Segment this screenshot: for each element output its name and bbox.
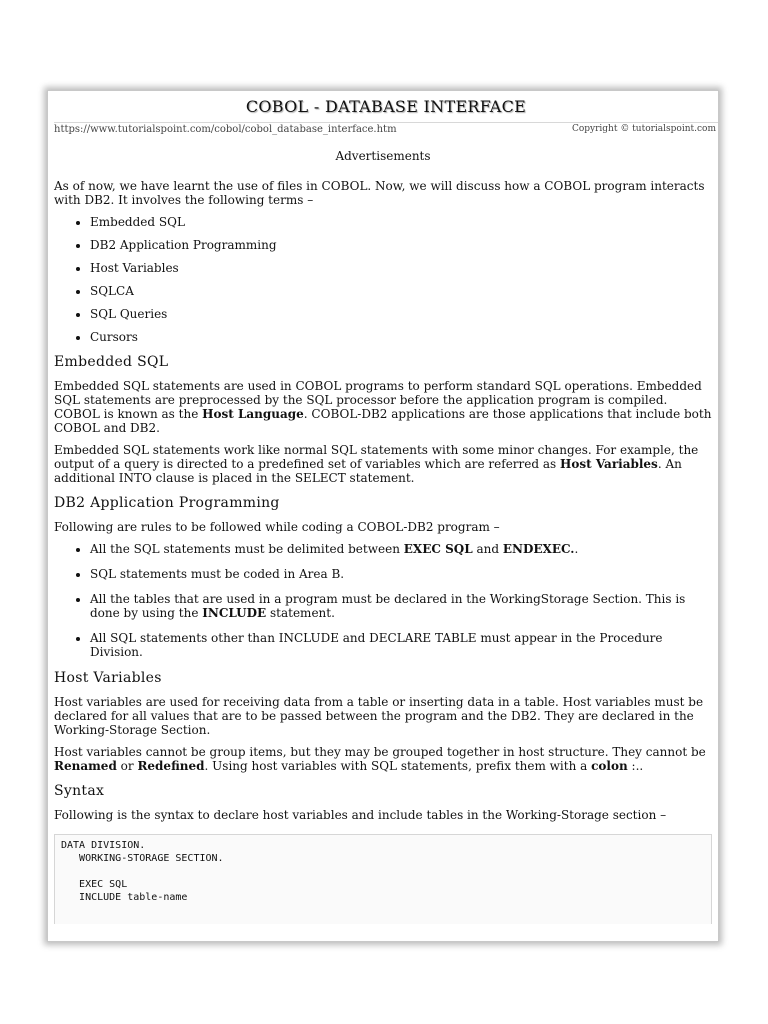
- copyright-notice: Copyright © tutorialspoint.com: [571, 124, 716, 134]
- terms-list: [54, 215, 712, 344]
- article-body: [54, 149, 712, 924]
- list-item: • All the SQL statements must be delimited between EXEC SQL and ENDEXEC..: [90, 542, 712, 556]
- list-item: • All SQL statements other than INCLUDE and DECLARE TABLE must appear in the Procedure Division.: [90, 631, 712, 659]
- meta-row: [54, 124, 716, 138]
- list-item: • Cursors: [90, 330, 712, 344]
- advertisements-label: Advertisements: [335, 149, 431, 163]
- section-heading-syntax: Syntax: [54, 783, 105, 799]
- section-heading-db2-programming: DB2 Application Programming: [54, 495, 280, 511]
- page-title: COBOL - DATABASE INTERFACE: [245, 97, 527, 116]
- document-page: [47, 90, 719, 942]
- list-item: • All the tables that are used in a program must be declared in the WorkingStorage Section. This is done by using the INCLUDE statement.: [90, 592, 712, 620]
- host-variables-paragraph-2: Host variables cannot be group items, but they may be grouped together in host structure. They cannot be Renamed or Redefined. Using host variables with SQL statements, prefix them with a colon :..: [54, 745, 706, 773]
- section-heading-embedded-sql: Embedded SQL: [54, 354, 169, 370]
- list-item: • SQL statements must be coded in Area B.: [90, 567, 712, 581]
- host-variables-paragraph-1: Host variables are used for receiving data from a table or inserting data in a table. Host variables must be declared for all values that are to be passed between the program and the DB2. They are declared in the Working-Storage Section.: [54, 695, 704, 737]
- intro-paragraph: As of now, we have learnt the use of files in COBOL. Now, we will discuss how a COBOL program interacts with DB2. It involves the following terms –: [54, 179, 705, 207]
- list-item: • Host Variables: [90, 261, 712, 275]
- list-item: • Embedded SQL: [90, 215, 712, 229]
- title-bar: [54, 91, 718, 123]
- section-heading-host-variables: Host Variables: [54, 670, 162, 686]
- db2-intro-paragraph: Following are rules to be followed while coding a COBOL-DB2 program –: [54, 520, 500, 534]
- list-item: • SQL Queries: [90, 307, 712, 321]
- list-item: • DB2 Application Programming: [90, 238, 712, 252]
- syntax-intro-paragraph: Following is the syntax to declare host variables and include tables in the Working-Storage section –: [54, 808, 667, 822]
- embedded-sql-paragraph-1: Embedded SQL statements are used in COBOL programs to perform standard SQL operations. Embedded SQL statements are preprocessed by the SQL processor before the application program is compiled. COBOL is known as the Host Language. COBOL-DB2 applications are those applications that include both COBOL and DB2.: [54, 379, 712, 435]
- code-block: DATA DIVISION. WORKING-STORAGE SECTION. EXEC SQL INCLUDE table-name: [54, 834, 712, 924]
- rules-list: [54, 542, 712, 659]
- list-item: • SQLCA: [90, 284, 712, 298]
- embedded-sql-paragraph-2: Embedded SQL statements work like normal SQL statements with some minor changes. For example, the output of a query is directed to a predefined set of variables which are referred as Host Variables. An additional INTO clause is placed in the SELECT statement.: [54, 443, 699, 485]
- source-url: https://www.tutorialspoint.com/cobol/cobol_database_interface.htm: [54, 124, 397, 135]
